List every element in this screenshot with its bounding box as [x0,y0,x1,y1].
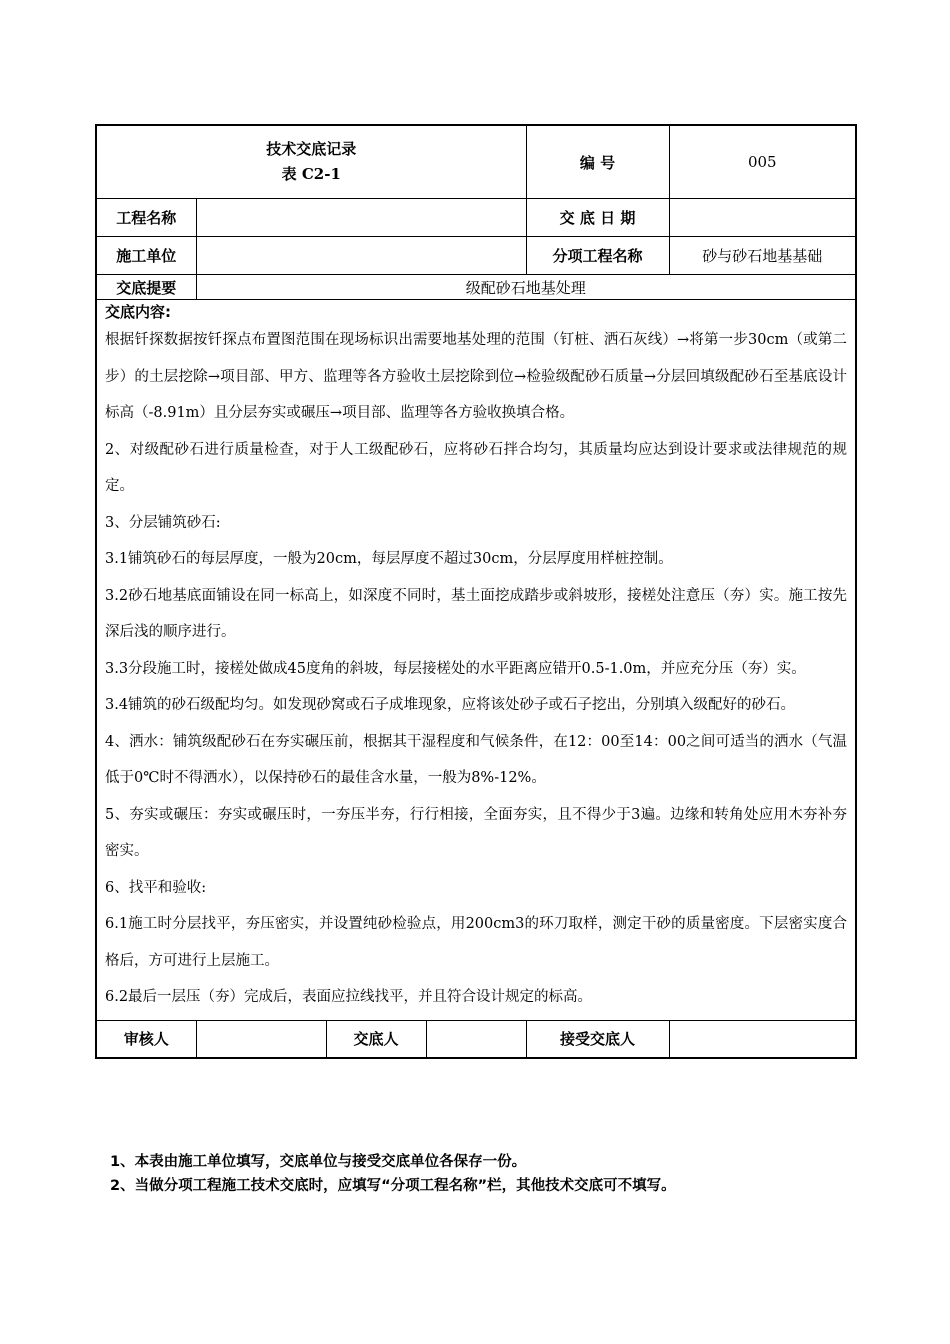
footnotes [110,1150,676,1198]
disclosure-date-field[interactable] [669,199,856,237]
form-code: 表 C2-1 [281,165,341,183]
content-paragraph: 3.1铺筑砂石的每层厚度，一般为20cm，每层厚度不超过30cm，分层厚度用样桩控制。 [105,551,673,567]
project-name-label: 工程名称 [96,199,196,237]
content-label: 交底内容: [105,303,171,321]
contractor-field[interactable] [196,237,526,275]
content-cell[interactable] [96,300,856,1021]
receiver-field[interactable] [669,1020,856,1058]
form-title-cell [96,125,526,199]
project-name-field[interactable] [196,199,526,237]
content-paragraph: 4、洒水：铺筑级配砂石在夯实碾压前，根据其干湿程度和气候条件，在12：00至14：00之间可适当的洒水（气温低于0℃时不得洒水），以保持砂石的最佳含水量，一般为8%-12%。 [105,733,848,786]
disclosure-date-label: 交 底 日 期 [526,199,669,237]
content-paragraph: 3.3分段施工时，接槎处做成45度角的斜坡，每层接槎处的水平距离应错开0.5-1.0m，并应充分压（夯）实。 [105,660,806,677]
number-label: 编 号 [526,125,669,199]
contractor-label: 施工单位 [96,237,196,275]
number-value[interactable]: 005 [669,125,856,199]
subproject-name-label: 分项工程名称 [526,237,669,275]
subproject-name-field[interactable]: 砂与砂石地基基础 [669,237,856,275]
reviewer-field[interactable] [196,1020,326,1058]
footnote: 1、本表由施工单位填写，交底单位与接受交底单位各保存一份。 [110,1154,527,1170]
content-paragraph: 3、分层铺筑砂石: [105,514,221,531]
summary-label: 交底提要 [96,275,196,300]
content-paragraph: 根据钎探数据按钎探点布置图范围在现场标识出需要地基处理的范围（钉桩、洒石灰线）→将第一步30cm（或第二步）的土层挖除→项目部、甲方、监理等各方验收土层挖除到位→检验级配砂石质量→分层回填级配砂石至基底设计标高（-8.91m）且分层夯实或碾压→项目部、监理等各方验收换填合格。 [105,332,848,421]
reviewer-label: 审核人 [96,1020,196,1058]
content-paragraph: 5、夯实或碾压：夯实或碾压时，一夯压半夯，行行相接，全面夯实，且不得少于3遍。边缘和转角处应用木夯补夯密实。 [105,806,848,859]
content-paragraph: 3.2砂石地基底面铺设在同一标高上，如深度不同时，基土面挖成踏步或斜坡形，接槎处注意压（夯）实。施工按先深后浅的顺序进行。 [105,587,848,640]
form-title: 技术交底记录 [266,140,357,158]
content-paragraph: 6.2最后一层压（夯）完成后，表面应拉线找平，并且符合设计规定的标高。 [105,989,593,1005]
receiver-label: 接受交底人 [526,1020,669,1058]
footnote: 2、当做分项工程施工技术交底时，应填写“分项工程名称”栏，其他技术交底可不填写。 [110,1178,676,1194]
form-table [95,124,857,1059]
discloser-label: 交底人 [326,1020,426,1058]
content-paragraph: 6.1施工时分层找平，夯压密实，并设置纯砂检验点，用200cm3的环刀取样，测定干砂的质量密度。下层密实度合格后，方可进行上层施工。 [105,916,848,969]
content-paragraph: 3.4铺筑的砂石级配均匀。如发现砂窝或石子成堆现象，应将该处砂子或石子挖出，分别填入级配好的砂石。 [105,697,796,713]
summary-field[interactable]: 级配砂石地基处理 [196,275,856,300]
content-paragraph: 6、找平和验收: [105,879,207,896]
technical-disclosure-form [95,124,855,1059]
content-paragraph: 2、对级配砂石进行质量检查，对于人工级配砂石，应将砂石拌合均匀，其质量均应达到设计要求或法律规范的规定。 [105,441,848,494]
discloser-field[interactable] [426,1020,526,1058]
